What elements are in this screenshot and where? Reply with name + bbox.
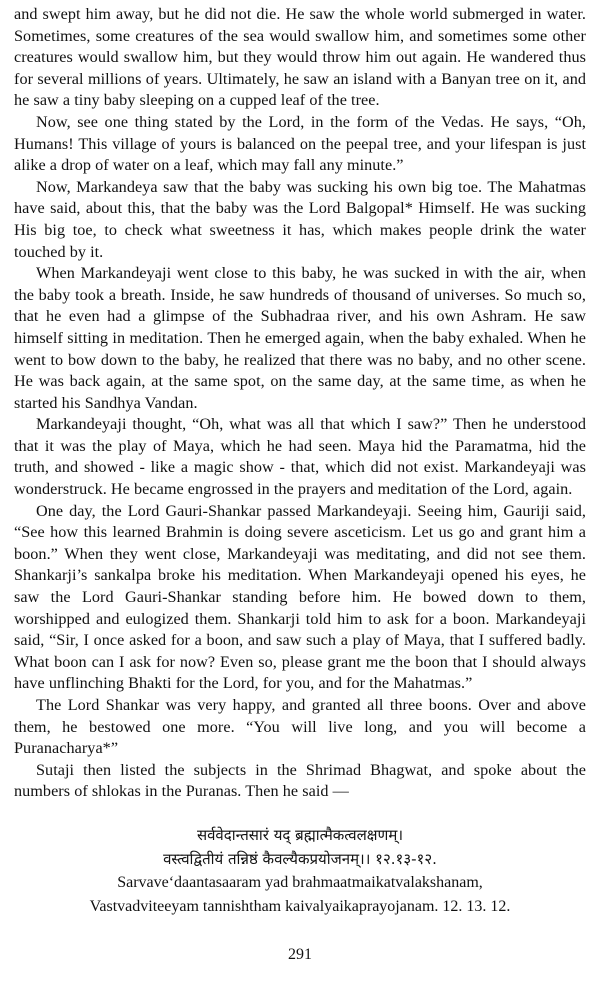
paragraph-3: Now, Markandeya saw that the baby was sucking his own big toe. The Mahatmas have said, about this, that the baby was the Lord Balgopal* Himself. He was sucking His big toe, to check what sweetness it has, which makes people drink the water touched by it. (14, 177, 586, 261)
paragraph-6: One day, the Lord Gauri-Shankar passed Markandeyaji. Seeing him, Gauriji said, “See how this learned Brahmin is doing severe asceticism. Let us go and grant him a boon.” When they went close, Markandeyaji was meditating, and did not see them. Shankarji’s sankalpa broke his meditation. When Markandeyaji opened his eyes, he saw the Lord Gauri-Shankar standing before him. He bowed down to them, worshipped and eulogized them. Shankarji told him to ask for a boon. Markandeyaji said, “Sir, I once asked for a boon, and saw such a play of Maya, that I suffered badly. What boon can I ask for now? Even so, please grant me the boon that I should always have unflinching Bhakti for the Lord, for you, and for the Mahatmas.” (14, 501, 586, 693)
paragraph-5: Markandeyaji thought, “Oh, what was all that which I saw?” Then he understood that it was the play of Maya, which he had seen. Maya hid the Paramatma, hid the truth, and showed - like a magic show - that, which did not exist. Markandeyaji was wonderstruck. He became engrossed in the prayers and meditation of the Lord, again. (14, 415, 586, 499)
verse-transliteration-line-2: Vastvadviteeyam tannishtham kaivalyaikaprayojanam. 12. 13. 12. (89, 897, 511, 915)
verse-transliteration-line-1: Sarvave‘daantasaaram yad brahmaatmaikatvalakshanam, (117, 873, 483, 891)
page-number: 291 (288, 946, 312, 963)
verse-devanagari-line-2: वस्त्वद्वितीयं तन्निष्ठं कैवल्यैकप्रयोजनम्।। १२.१३-१२. (163, 849, 437, 868)
paragraph-8: Sutaji then listed the subjects in the Shrimad Bhagwat, and spoke about the numbers of shlokas in the Puranas. Then he said — (14, 760, 586, 801)
paragraph-1: and swept him away, but he did not die. He saw the whole world submerged in water. Sometimes, some creatures of the sea would swallow him, and sometimes some other creatures would swallow him, but they would throw him out again. He wandered thus for several millions of years. Ultimately, he saw an island with a Banyan tree on it, and he saw a tiny baby sleeping on a cupped leaf of the tree. (14, 5, 586, 110)
verse-devanagari-line-1: सर्ववेदान्तसारं यद् ब्रह्मात्मैकत्वलक्षणम्। (196, 825, 404, 844)
paragraph-7: The Lord Shankar was very happy, and granted all three boons. Over and above them, he bestowed one more. “You will live long, and you will become a Puranacharya*” (14, 696, 586, 758)
paragraph-2: Now, see one thing stated by the Lord, in the form of the Vedas. He says, “Oh, Humans! This village of yours is balanced on the peepal tree, and your lifespan is just alike a drop of water on a leaf, which may fall any minute.” (14, 112, 586, 175)
paragraph-4: When Markandeyaji went close to this baby, he was sucked in with the air, when the baby took a breath. Inside, he saw hundreds of thousand of universes. So much so, that he even had a glimpse of the Subhadraa river, and his own Ashram. He saw himself sitting in meditation. Then he emerged again, when the baby exhaled. When he went to bow down to the baby, he realized that there was no baby, and no other scene. He was back again, at the same spot, on the same day, at the same time, as when he started his Sandhya Vandan. (14, 264, 586, 412)
sanskrit-verse (14, 823, 586, 919)
